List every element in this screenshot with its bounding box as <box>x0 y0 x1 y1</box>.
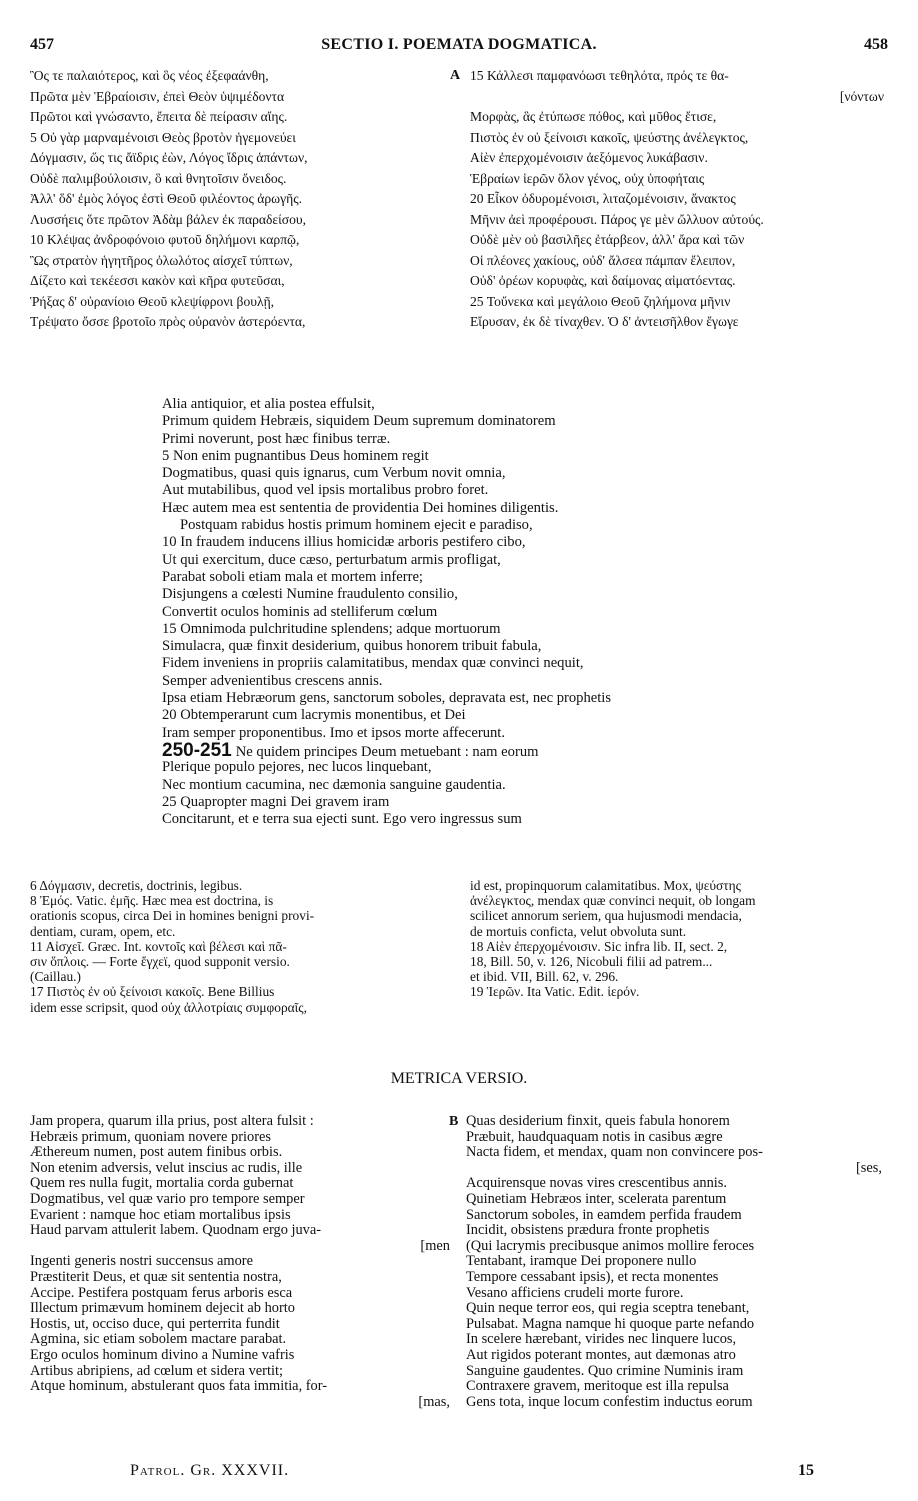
margin-marker-a: A <box>450 68 461 83</box>
metrica-versio-left <box>30 1114 450 1410</box>
greek-verse-line: Αἰὲν ἐπερχομένοισιν ἀεξόμενος λυκάβασιν. <box>470 150 708 165</box>
metrica-verse-line: Ingenti generis nostri succensus amore <box>30 1253 253 1270</box>
greek-verse-line: Δόγμασιν, ὥς τις ἄϊδρις ἐὼν, Λόγος ἴδρις ἁπάντων, <box>30 150 308 165</box>
greek-verse-line: Πρῶτα μὲν Ἑβραίοισιν, ἐπεὶ Θεὸν ὑψιμέδοντα <box>30 88 285 104</box>
footnotes-right <box>470 878 755 1000</box>
greek-verse-line: Οὐδ' ὀρέων κορυφὰς, καὶ δαίμονας αἱματόεντας. <box>470 273 736 288</box>
running-header <box>30 36 888 58</box>
metrica-verse-line: Quas desiderium finxit, queis fabula honorem <box>466 1113 730 1129</box>
footnote-line: 6 Δόγμασιν, decretis, doctrinis, legibus. <box>30 878 243 893</box>
greek-verse-line: 20 Εἶκον ὀδυρομένοισι, λιταζομένοισιν, ἄνακτος <box>470 191 736 206</box>
metrica-verse-line: Evarient : namque hoc etiam mortalibus ipsis <box>30 1206 291 1223</box>
greek-verse-line: 10 Κλέψας ἀνδροφόνοιο φυτοῦ δηλήμονι καρπῷ, <box>30 232 300 247</box>
latin-verse-line: 10 In fraudem inducens illius homicidæ arboris pestifero cibo, <box>162 534 526 551</box>
metrica-verse-line: Præstiterit Deus, et quæ sit sententia nostra, <box>30 1268 282 1285</box>
metrica-verse-line: Accipe. Pestifera postquam ferus arboris esca <box>30 1284 293 1301</box>
greek-verse-line: Ὣς στρατὸν ἡγητῆρος ὀλωλότος αἰσχεῖ τύπτων, <box>30 252 293 268</box>
greek-verse-line: 25 Τοὔνεκα καὶ μεγάλοιο Θεοῦ ζηλήμονα μῆνιν <box>470 293 731 309</box>
footnote-line: 17 Πιστὸς ἐν οὐ ξείνοισι κακοῖς. Bene Billius <box>30 984 275 1000</box>
greek-verse-line: [νόντων <box>839 88 884 104</box>
metrica-verse-line: Tentabant, iramque Dei proponere nullo <box>466 1253 697 1270</box>
greek-verse-line: Οὐδὲ μὲν οὐ βασιλῆες ἐτάρβεον, ἀλλ' ἄρα καὶ τῶν <box>470 232 745 247</box>
latin-verse-line: Convertit oculos hominis ad stelliferum cœlum <box>162 603 438 620</box>
greek-verse-line: Λυσσήεις ὅτε πρῶτον Ἀδὰμ βάλεν ἐκ παραδείσου, <box>30 211 307 227</box>
metrica-verse-line: Gens tota, inque locum confestim inductus eorum <box>466 1393 753 1410</box>
page-number-left: 457 <box>30 36 54 53</box>
footnote-line: idem esse scripsit, quod οὐχ ἀλλοτρίαις συμφοραῖς, <box>30 999 307 1015</box>
metrica-verse-line: Illectum primævum hominem dejecit ab horto <box>30 1300 295 1317</box>
footnote-line: 8 Ἐμός. Vatic. ἐμῆς. Hæc mea est doctrina, is <box>30 893 274 909</box>
metrica-verse-line: Sanctorum soboles, in eamdem perfida fraudem <box>466 1206 742 1223</box>
latin-verse-line: Nec montium cacumina, nec dæmonia sanguine gaudentia. <box>162 776 506 793</box>
metrica-verse-line: Acquirensque novas vires crescentibus annis. <box>466 1175 727 1192</box>
footer-signature: 15 <box>798 1462 814 1479</box>
footnote-line: 11 Αἰσχεῖ. Græc. Int. κοντοῖς καὶ βέλεσι καὶ πᾶ- <box>30 938 287 954</box>
latin-verse-line: Primum quidem Hebræis, siquidem Deum supremum dominatorem <box>162 413 556 430</box>
metrica-verse-line: Vesano afficiens crudeli morte furore. <box>466 1284 684 1301</box>
metrica-verse-line: Hostis, ut, occiso duce, qui perterrita fundit <box>30 1315 280 1332</box>
greek-verse-line: Εἴρυσαν, ἐκ δὲ τίναχθεν. Ὁ δ' ἀντεισῆλθον ἔγωγε <box>470 314 739 329</box>
metrica-verse-line: Æthereum numen, post autem finibus orbis. <box>30 1144 283 1161</box>
latin-verse-line: Dogmatibus, quasi quis ignarus, cum Verbum novit omnia, <box>162 465 506 482</box>
section-heading: METRICA VERSIO. <box>390 1070 528 1087</box>
metrica-versio-right <box>466 1114 882 1410</box>
footnote-line: et ibid. VII, Bill. 62, v. 296. <box>470 969 619 985</box>
greek-verse-line: Πιστὸς ἐν οὐ ξείνοισι κακοῖς, ψεύστης ἀνέλεγκτος, <box>470 129 749 145</box>
metrica-verse-line: Jam propera, quarum illa prius, post altera fulsit : <box>30 1113 314 1129</box>
metrica-verse-line: Non etenim adversis, velut inscius ac rudis, ille <box>30 1159 303 1176</box>
latin-verse-line: Plerique populo pejores, nec lucos linquebant, <box>162 759 432 776</box>
greek-text-right-column <box>470 66 884 333</box>
footer-volume: Patrol. Gr. XXXVII. <box>130 1462 290 1479</box>
metrica-verse-line: Nacta fidem, et mendax, quam non convincere pos- <box>466 1144 763 1161</box>
metrica-verse-line: Dogmatibus, vel quæ vario pro tempore semper <box>30 1190 305 1207</box>
greek-text-left-column <box>30 66 308 333</box>
metrica-verse-line: Tempore cessabant ipsis), et recta monentes <box>466 1268 719 1285</box>
latin-line-text: Ne quidem principes Deum metuebant : nam eorum <box>235 743 539 760</box>
metrica-verse-line: Contraxere gravem, meritoque est illa repulsa <box>466 1378 729 1395</box>
metrica-verse-line: Quin neque terror eos, qui regia sceptra tenebant, <box>466 1300 750 1317</box>
footnote-line: 18, Bill. 50, v. 126, Nicobuli filii ad patrem... <box>470 953 713 969</box>
running-title: SECTIO I. POEMATA DOGMATICA. <box>321 36 597 53</box>
metrica-verse-line: In scelere hærebant, virides nec linquere lucos, <box>466 1331 737 1348</box>
latin-verse-line: 5 Non enim pugnantibus Deus hominem regit <box>162 447 429 464</box>
greek-verse-line: Οὐδὲ παλιμβούλοισιν, ὃ καὶ θνητοῖσιν ὄνειδος. <box>30 170 287 186</box>
greek-verse-line: Πρῶτοι καὶ γνώσαντο, ἔπειτα δὲ πείρασιν αἴης. <box>30 109 288 124</box>
latin-translation <box>162 396 802 828</box>
greek-verse-line: Δίζετο καὶ τεκέεσσι κακὸν καὶ κῆρα φυτεῦσαι, <box>30 273 285 288</box>
greek-verse-line: Ὃς τε παλαιότερος, καὶ ὃς νέος ἐξεφαάνθη, <box>30 68 269 83</box>
footnote-line: de mortuis conficta, velut obvoluta sunt. <box>470 923 687 939</box>
page-number-right: 458 <box>864 36 888 53</box>
footnote-line: id est, propinquorum calamitatibus. Mox, ψεύστης <box>470 878 741 893</box>
latin-verse-line: Ipsa etiam Hebræorum gens, sanctorum soboles, depravata est, nec prophetis <box>162 690 612 707</box>
latin-verse-line: Fidem inveniens in propriis calamitatibus, mendax quæ convinci nequit, <box>162 655 584 672</box>
footnote-line: σιν ὅπλοις. — Forte ἔγχεϊ, quod supponit versio. <box>30 953 290 969</box>
footnote-line: dentiam, curam, opem, etc. <box>30 923 176 939</box>
greek-verse-line: Τρέψατο ὄσσε βροτοῖο πρὸς οὐρανὸν ἀστερόεντα, <box>30 314 306 329</box>
margin-marker-b: B <box>449 1114 459 1129</box>
metrica-verse-line: Pulsabat. Magna namque hi quoque parte nefando <box>466 1315 755 1332</box>
greek-verse-line: 5 Οὐ γὰρ μαρναμένοισι Θεὸς βροτὸν ἡγεμονεύει <box>30 129 296 145</box>
latin-verse-line <box>162 739 802 761</box>
greek-verse-line: Μῆνιν ἀεὶ προφέρουσι. Πάρος γε μὲν ὤλλυον αὐτούς. <box>470 211 764 227</box>
footnote-line: 18 Αἰὲν ἐπερχομένοισιν. Sic infra lib. II, sect. 2, <box>470 938 728 954</box>
metrica-verse-line: Artibus abripiens, ad cœlum et sidera vertit; <box>30 1362 283 1379</box>
footnote-line: (Caillau.) <box>30 969 81 985</box>
metrica-verse-line: Agmina, sic etiam sobolem mactare parabat. <box>30 1331 287 1348</box>
metrica-verse-line: Quinetiam Hebræos inter, scelerata parentum <box>466 1190 727 1207</box>
greek-verse-line: Οἱ πλέονες χακίους, οὐδ' ἄλσεα πάμπαν ἔλειπον, <box>470 252 736 268</box>
footnote-line: orationis scopus, circa Dei in homines benigni provi- <box>30 908 315 924</box>
latin-verse-line: 25 Quapropter magni Dei gravem iram <box>162 793 390 810</box>
latin-verse-line: Disjungens a cœlesti Numine fraudulento consilio, <box>162 586 458 603</box>
metrica-verse-line: [mas, <box>418 1393 450 1410</box>
metrica-verse-line: [ses, <box>856 1159 882 1176</box>
metrica-verse-line: Incidit, obsistens prædura fronte prophetis <box>466 1222 710 1239</box>
metrica-verse-line: Hebræis primum, quoniam novere priores <box>30 1128 271 1145</box>
column-numbers: 250-251 <box>162 739 232 761</box>
latin-verse-line: Alia antiquior, et alia postea effulsit, <box>162 396 375 412</box>
footnotes-left <box>30 878 314 1015</box>
latin-verse-line: Concitarunt, et e terra sua ejecti sunt. Ego vero ingressus sum <box>162 811 522 828</box>
metrica-verse-line: Aut rigidos poterant montes, aut dæmonas atro <box>466 1346 736 1363</box>
metrica-verse-line: [men <box>420 1237 450 1254</box>
latin-verse-line: Hæc autem mea est sententia de providentia Dei homines diligentis. <box>162 499 559 516</box>
footnote-line: 19 Ἱερῶν. Ita Vatic. Edit. ἱερόν. <box>470 984 640 1000</box>
metrica-verse-line: Quem res nulla fugit, mortalia corda gubernat <box>30 1175 294 1192</box>
greek-verse-line: 15 Κάλλεσι παμφανόωσι τεθηλότα, πρός τε θα- <box>470 68 729 83</box>
metrica-verse-line: Atque hominum, abstulerant quos fata immitia, for- <box>30 1378 328 1395</box>
footnote-line: ἀνέλεγκτος, mendax quæ convinci nequit, ob longam <box>470 893 756 909</box>
greek-verse-line: Ἑβραίων ἱερῶν ὅλον γένος, οὐχ ὑποφήταις <box>470 170 705 186</box>
latin-verse-line: Simulacra, quæ finxit desiderium, quibus honorem tribuit fabula, <box>162 638 542 655</box>
metrica-verse-line: Sanguine gaudentes. Quo crimine Numinis iram <box>466 1362 744 1379</box>
latin-verse-line: Ut qui exercitum, duce cæso, perturbatum armis profligat, <box>162 551 501 568</box>
metrica-verse-line: (Qui lacrymis precibusque animos mollire feroces <box>466 1237 755 1254</box>
greek-verse-line: Μορφὰς, ἃς ἐτύπωσε πόθος, καὶ μῦθος ἔτισε, <box>470 109 717 124</box>
latin-verse-line: Iram semper proponentibus. Imo et ipsos morte affecerunt. <box>162 724 505 741</box>
latin-verse-line: Semper advenientibus crescens annis. <box>162 672 383 689</box>
metrica-verse-line: Præbuit, haudquaquam notis in casibus ægre <box>466 1128 723 1145</box>
greek-verse-line: Ἀλλ' ὅδ' ἐμὸς λόγος ἐστὶ Θεοῦ φιλέοντος ἀρωγῆς. <box>30 191 302 206</box>
latin-verse-line: Postquam rabidus hostis primum hominem ejecit e paradiso, <box>180 517 533 534</box>
greek-verse-line: Ῥήξας δ' οὐρανίοιο Θεοῦ κλεψίφρονι βουλῇ, <box>30 293 275 309</box>
metrica-verse-line: Ergo oculos hominum divino a Numine vafris <box>30 1346 295 1363</box>
footnote-line: scilicet annorum seriem, qua hujusmodi mendacia, <box>470 908 742 924</box>
latin-verse-line: Parabat soboli etiam mala et mortem inferre; <box>162 568 423 585</box>
metrica-verse-line: Haud parvam attulerit labem. Quodnam ergo juva- <box>30 1222 322 1239</box>
latin-verse-line: 15 Omnimoda pulchritudine splendens; adque mortuorum <box>162 620 501 637</box>
latin-verse-line: Aut mutabilibus, quod vel ipsis mortalibus probro foret. <box>162 482 489 499</box>
latin-verse-line: 20 Obtemperarunt cum lacrymis monentibus, et Dei <box>162 707 466 724</box>
latin-verse-line: Primi noverunt, post hæc finibus terræ. <box>162 430 391 447</box>
